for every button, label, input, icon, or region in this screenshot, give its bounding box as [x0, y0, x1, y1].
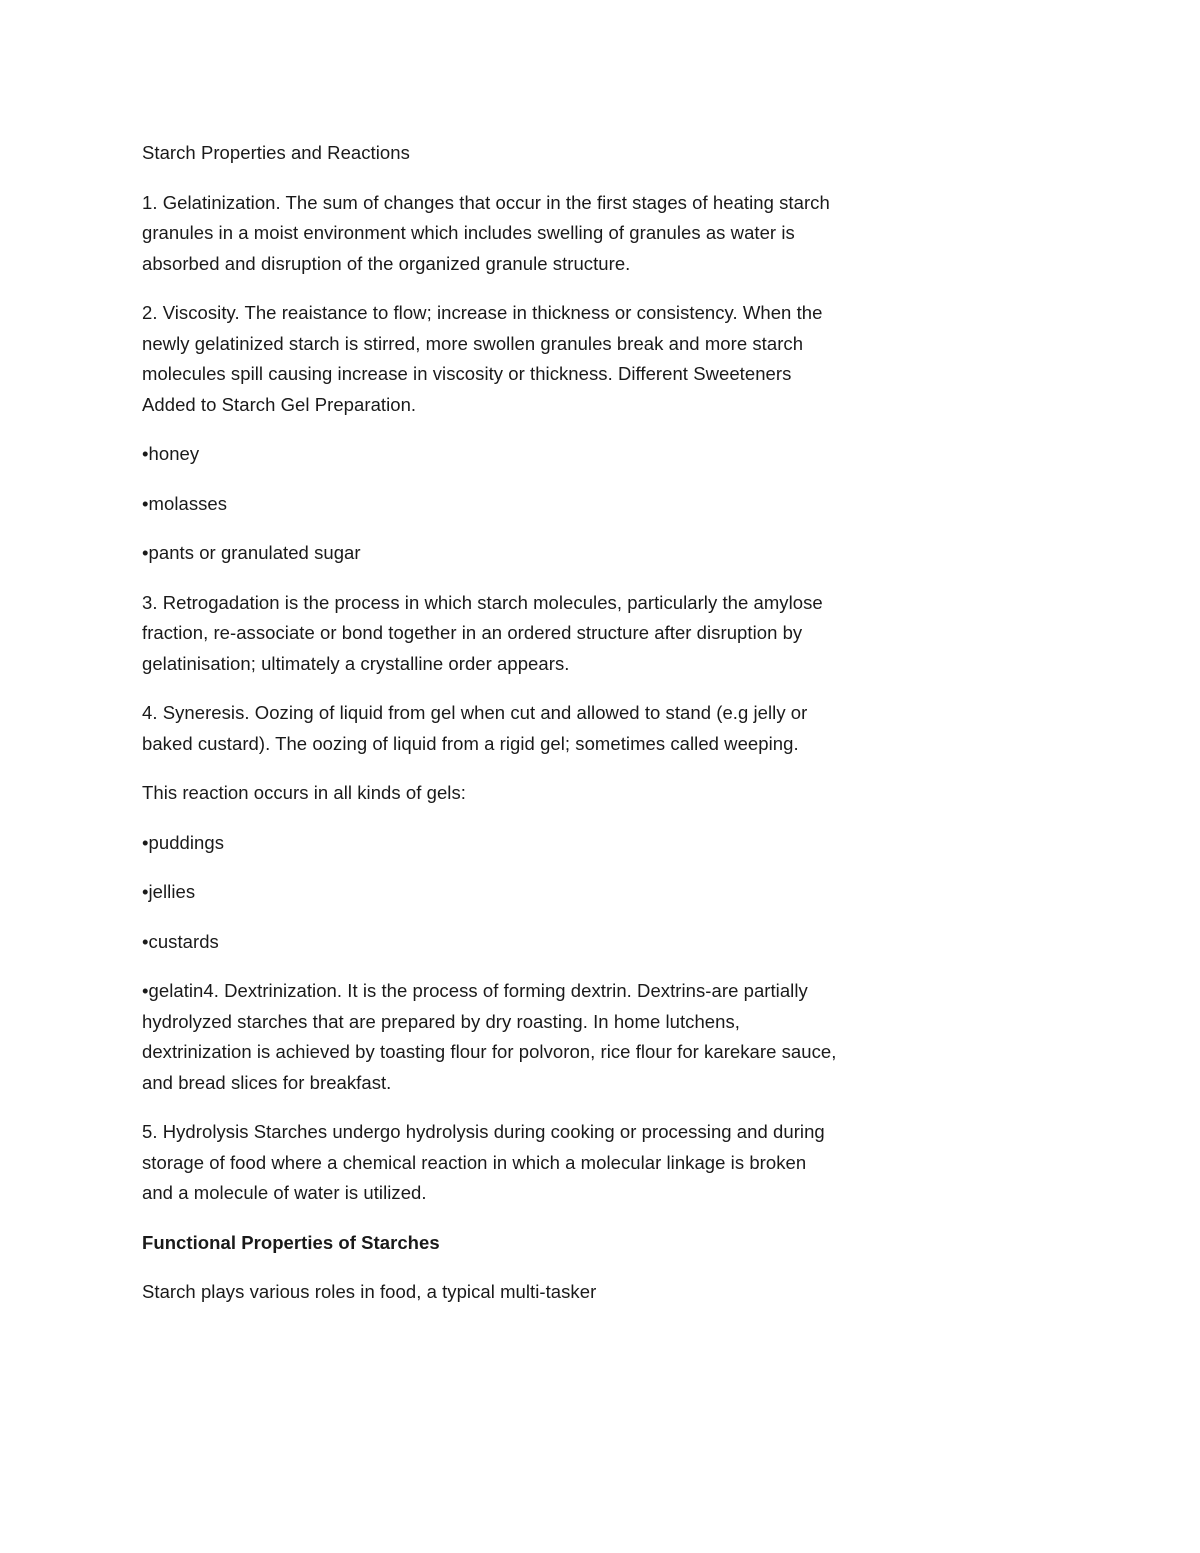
paragraph-viscosity: 2. Viscosity. The reaistance to flow; increase in thickness or consistency. When the newly gelatinized starch is stirred, more swollen granules break and more starch molecules spill causing increase in viscosity or thickness. Different Sweeteners Added to Starch Gel Preparation. [142, 302, 823, 415]
list-item-honey: •honey [142, 443, 200, 464]
list-item-custards: •custards [142, 930, 219, 952]
paragraph-retrogadation: 3. Retrogadation is the process in which starch molecules, particularly the amylose fraction, re-associate or bond together in an ordered structure after disruption by gelatinisation; ultimately a crystalline order appears. [142, 591, 823, 674]
list-item-puddings: •puddings [142, 831, 225, 853]
document-page [142, 138, 842, 1327]
paragraph-hydrolysis: 5. Hydrolysis Starches undergo hydrolysis during cooking or processing and during storage of food where a chemical reaction in which a molecular linkage is broken and a molecule of water is utilized. [142, 1121, 825, 1203]
document-title: Starch Properties and Reactions [142, 142, 410, 163]
paragraph-dextrinization: •gelatin4. Dextrinization. It is the process of forming dextrin. Dextrins-are partially hydrolyzed starches that are prepared by dry roasting. In home lutchens, dextrinization is achieved by toasting flour for polvoron, rice flour for karekare sauce, and bread slices for breakfast. [142, 980, 837, 1093]
paragraph-syneresis: 4. Syneresis. Oozing of liquid from gel when cut and allowed to stand (e.g jelly or baked custard). The oozing of liquid from a rigid gel; sometimes called weeping. [142, 702, 808, 754]
list-item-sugar: •pants or granulated sugar [142, 542, 361, 563]
closing-paragraph: Starch plays various roles in food, a typical multi-tasker [142, 1281, 597, 1302]
paragraph-gelatinization: 1. Gelatinization. The sum of changes that occur in the first stages of heating starch granules in a moist environment which includes swelling of granules as water is absorbed and disruption of the organized granule structure. [142, 191, 830, 274]
section-heading: Functional Properties of Starches [142, 1231, 440, 1253]
list-item-jellies: •jellies [142, 881, 196, 902]
list-item-molasses: •molasses [142, 492, 228, 514]
paragraph-gels-intro: This reaction occurs in all kinds of gels: [142, 782, 466, 803]
